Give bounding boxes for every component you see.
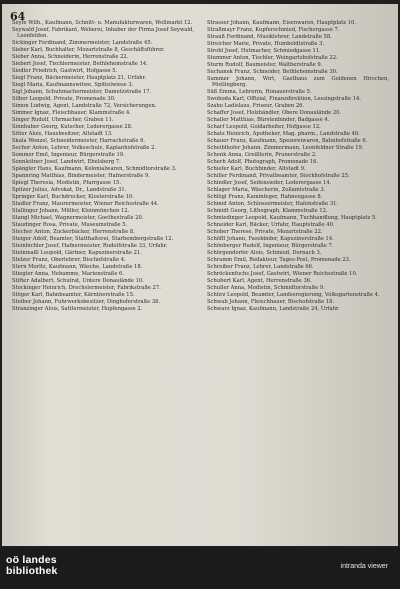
directory-entry: Stockinger Heinrich, Drechslermeister, Fabrikstraße 27.	[12, 285, 161, 292]
directory-entry: Stadler Franz, Maurermeister, Wiener Reichsstraße 44.	[12, 201, 159, 208]
directory-entry: Sieber Karl, Buchhalter, Mozartstraße 8, Geschäftsführer.	[12, 47, 165, 54]
directory-entry: Sitter Alois, Hausbesitzer, Altstadt 13.	[12, 131, 113, 138]
directory-entry: Staudinger Rosa, Private, Museumstraße 5.	[12, 222, 128, 229]
directory-entry: Schmiedinger Leopold, Kaufmann, Tuchhandlung, Hauptplatz 5.	[207, 215, 377, 222]
directory-entry: Springer Karl, Buchdrucker, Klosterstraße 10.	[12, 194, 134, 201]
directory-entry: Simon Ludwig, Agent, Landstraße 72, Versicherungen.	[12, 103, 157, 110]
directory-entry: Stranzinger Alois, Sattlermeister, Hopfengasse 2.	[12, 306, 143, 313]
directory-entry: Schaffer Josef, Holzhändler, Obere Donaulände 20.	[207, 110, 342, 117]
scanned-page	[2, 4, 398, 546]
directory-entry: Spannring Matthias, Bindermeister, Hafnerstraße 9.	[12, 173, 150, 180]
directory-entry: Scharf Leopold, Goldarbeiter, Hofgasse 12.	[207, 124, 321, 131]
directory-entry: Schürz Leopold, Beamter, Landesregierung, Volksgartenstraße 4.	[207, 292, 380, 299]
directory-entry: Stifter Adalbert, Schulrat, Untere Donaulände 10.	[12, 278, 144, 285]
directory-entry: Stallinger Johann, Müller, Kleinmünchen 12.	[12, 208, 130, 215]
directory-entry: Spitzer Julius, Advokat, Dr., Landstraße 31.	[12, 187, 127, 194]
directory-entry: Schmidt Georg, Lithograph, Klammstraße 12.	[207, 208, 328, 215]
directory-entry: Schlager Maria, Wäscherin, Zollamtstraße 3.	[207, 187, 326, 194]
directory-entry: Stern Moritz, Kaufmann, Wäsche, Landstraße 18.	[12, 264, 143, 271]
directory-entry: Stiegler Anna, Hebamme, Marienstraße 6.	[12, 271, 124, 278]
directory-entry: Schatz Heinrich, Apotheker, Mag. pharm., Landstraße 40.	[207, 131, 360, 138]
left-column	[12, 20, 194, 313]
directory-entry: Suchanek Franz, Schneider, Bethlehemstraße 30.	[207, 69, 338, 75]
directory-entry: Schwab Johann, Fleischhauer, Bischofstraße 18.	[207, 299, 335, 306]
logo-line1: oö landes	[6, 554, 57, 566]
directory-entry: Süß Emma, Lehrerin, Honauerstraße 5.	[207, 89, 312, 96]
directory-entry: Schneider Karl, Bäcker, Urfahr, Hauptstraße 40.	[207, 222, 335, 229]
directory-entry: Silber Leopold, Private, Promenade 30.	[12, 96, 116, 103]
directory-entry: Sommer Emil, Ingenieur, Bürgerstraße 19.	[12, 152, 125, 159]
right-column	[207, 20, 389, 313]
directory-entry: Schober Therese, Private, Mozartstraße 22.	[207, 229, 323, 236]
directory-entry: Scherb Adolf, Photograph, Promenade 16.	[207, 159, 319, 166]
directory-entry: Strasser Johann, Kaufmann, Eisenwaren, Hauptplatz 10.	[207, 20, 356, 26]
logo-line2: bibliothek	[6, 565, 58, 577]
directory-entry: Skala Wenzel, Schneidermeister, Harrachstraße 6.	[12, 138, 146, 145]
directory-entry: Schaller Matthias, Bürstenbinder, Badgasse 4.	[207, 117, 330, 124]
directory-entry: Schröckenfuchs Josef, Gastwirt, Wiener Reichsstraße 10.	[207, 271, 358, 278]
directory-entry: Siebert Josef, Tischlermeister, Bethlehemstraße 14.	[12, 61, 148, 68]
directory-entry: Strauß Ferdinand, Musiklehrer, Landstraße 58.	[207, 34, 332, 40]
directory-entry: Siegl Maria, Kaufmannswitwe, Spittelwiese 3.	[12, 82, 134, 89]
directory-entry: Singer Rudolf, Uhrmacher, Graben 11.	[12, 117, 114, 124]
directory-entry: Schönberger Rudolf, Ingenieur, Bürgerstraße 7.	[207, 243, 334, 250]
directory-entry: Stummer Anton, Tischler, Weingartshofstraße 22.	[207, 55, 338, 61]
library-logo[interactable]	[6, 555, 58, 577]
directory-entry: Schwarz Ignaz, Kaufmann, Landstraße 24, Urfahr.	[207, 306, 340, 313]
directory-entry: Sochor Anton, Lehrer, Volksschule, Kaplanhofstraße 2.	[12, 145, 157, 152]
directory-entry: Schuller Anna, Modistin, Schmidtorstraße 9.	[207, 285, 325, 292]
directory-entry: Sonnleitner Josef, Landwirt, Ebelsberg 7.	[12, 159, 121, 166]
directory-entry: Schindler Josef, Seifensieder, Lederergasse 14.	[207, 180, 332, 187]
directory-entry: Spängler Hans, Kaufmann, Kolonialwaren, Schmidtorstraße 3.	[12, 166, 177, 173]
directory-entry: Stöger Karl, Bahnbeamter, Kärntnerstraße 15.	[12, 292, 135, 299]
directory-entry: Siedler Friedrich, Gastwirt, Hofgasse 5.	[12, 68, 118, 75]
directory-entry: Sieber Anna, Schneiderin, Herrenstraße 22.	[12, 54, 129, 61]
directory-entry: Schubert Karl, Agent, Herrenstraße 36.	[207, 278, 312, 285]
directory-entry: Summer Johann, Wirt, Gasthaus zum Goldenen Hirschen, Pöstlingberg.	[207, 76, 389, 89]
directory-entry: Schramm Emil, Redakteur, Tages-Post, Promenade 23.	[207, 257, 351, 264]
footer-bar	[0, 548, 400, 589]
viewer-label: intranda viewer	[340, 563, 388, 570]
directory-entry: Schiller Ferdinand, Privatbeamter, Stockhofstraße 25.	[207, 173, 350, 180]
directory-entry: Schmid Anton, Schlossermeister, Hafenstraße 31.	[207, 201, 339, 208]
directory-entry: Sigl Johann, Schuhmachermeister, Dametzstraße 17.	[12, 89, 152, 96]
directory-entry: Steiger Adolf, Beamter, Statthalterei, Starhembergstraße 12.	[12, 236, 174, 243]
directory-entry: Stelzer Franz, Oberlehrer, Bischofstraße 4.	[12, 257, 126, 264]
directory-entry: Streicher Marie, Private, Humboldtstraße 3.	[207, 41, 325, 47]
directory-entry: Sturm Rudolf, Baumeister, Waltherstraße 9.	[207, 62, 323, 68]
directory-entry: Seyfe Wilh., Kaufmann, Schnitt- u. Manufakturwaren, Wollmarkt 12.	[12, 20, 193, 26]
directory-entry: Sinnhuber Georg, Kutscher, Lederergasse 28.	[12, 124, 133, 131]
directory-entry: Schauer Franz, Kaufmann, Spezereiwaren, Bahnhofstraße 6.	[207, 138, 368, 145]
directory-entry: Stoiber Johann, Fuhrwerksbesitzer, Dinghoferstraße 38.	[12, 299, 161, 306]
directory-entry: Schörgendorfer Alois, Schmied, Dornach 3.	[207, 250, 322, 257]
directory-entry: Simmer Ignaz, Fleischhauer, Klammstraße 4.	[12, 110, 131, 117]
directory-entry: Steinmaßl Leopold, Gärtner, Kapuzinerstraße 21.	[12, 250, 142, 257]
directory-entry: Stecher Anton, Zuckerbäcker, Herrenstraße 8.	[12, 229, 135, 236]
directory-entry: Stangl Michael, Wagnermeister, Goethestraße 20.	[12, 215, 144, 222]
directory-entry: Schöffl Johann, Fassbinder, Kapuzinerstraße 14.	[207, 236, 334, 243]
directory-entry: Siegl Franz, Bäckermeister, Hauptplatz 21, Urfahr.	[12, 75, 147, 82]
directory-entry: Sickinger Ferdinand, Zimmermeister, Landstraße 45.	[12, 40, 153, 47]
directory-entry: Strobl Josef, Hutmacher, Schmiedgasse 11.	[207, 48, 321, 54]
directory-entry: Schreiber Franz, Lehrer, Landstraße 66.	[207, 264, 314, 271]
directory-entry: Schiefer Karl, Buchbinder, Altstadt 9.	[207, 166, 306, 173]
directory-entry: Straßmayr Franz, Kupferschmied, Fischergasse 7.	[207, 27, 340, 33]
page-number: 64	[10, 10, 26, 23]
directory-entry: Schlögl Franz, Kaminfeger, Hahnengasse 8.	[207, 194, 323, 201]
directory-entry: Szabo Ladislaus, Friseur, Graben 26.	[207, 103, 305, 110]
directory-entry: Schenk Anna, Greißlerin, Prunerstraße 2.	[207, 152, 317, 159]
directory-entry: Swoboda Karl, Offizial, Finanzdirektion, Lessingstraße 14.	[207, 96, 361, 103]
directory-entry: Steinbichler Josef, Hafnermeister, Rudolfstraße 33, Urfahr.	[12, 243, 168, 250]
directory-entry: Scheiblhofer Johann, Zimmermann, Leonfeldner Straße 19.	[207, 145, 364, 152]
directory-entry: Seywald Josef, Fabrikant, Weberei, Inhaber der Firma Josef Seywald, Leonfelden.	[12, 27, 194, 40]
directory-entry: Spiegl Theresia, Modistin, Pfarrgasse 15.	[12, 180, 121, 187]
